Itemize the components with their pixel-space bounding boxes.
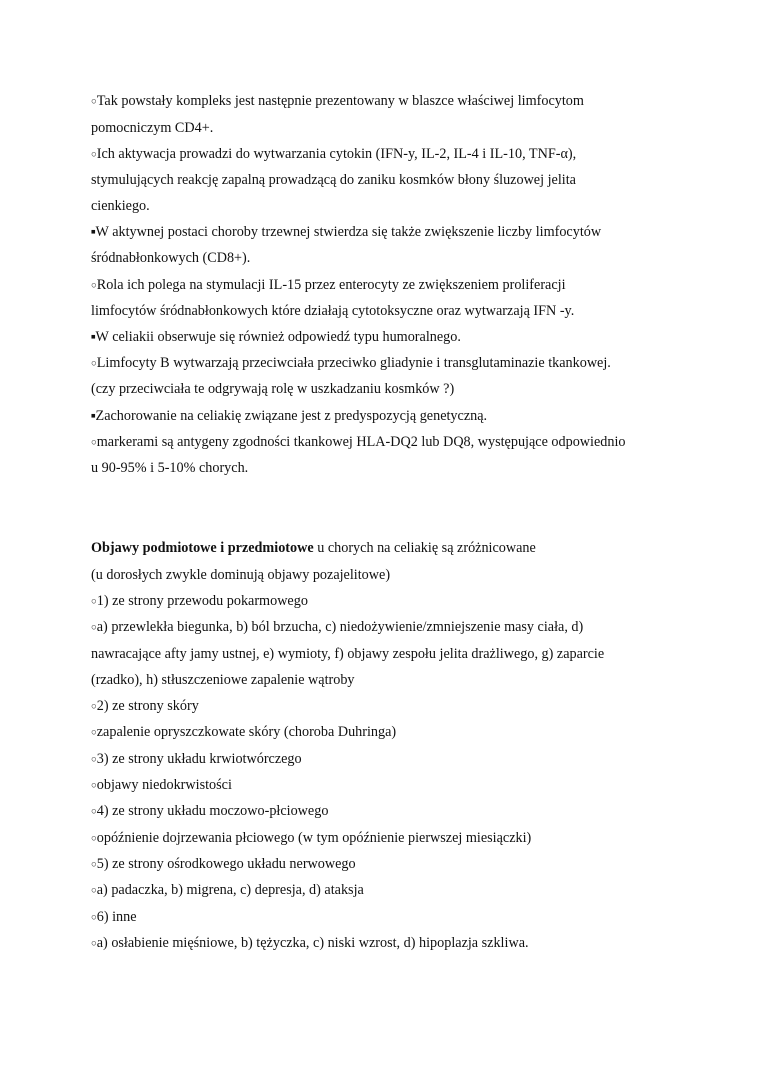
text-line [91,380,454,398]
open-bullet: ○ [91,755,97,765]
text-line [91,119,213,137]
text-line [91,197,150,215]
line-text: u 90-95% i 5-10% chorych. [91,460,249,476]
text-line [91,908,137,927]
open-bullet: ○ [91,97,97,107]
open-bullet: ○ [91,781,97,791]
heading-bold-text: Objawy podmiotowe i przedmiotowe [91,540,314,556]
line-text: stymulujących reakcję zapalną prowadzącą do zaniku kosmków błony śluzowej jelita [91,172,576,188]
line-text: 6) inne [96,909,137,925]
text-line [91,171,576,189]
line-text: W aktywnej postaci choroby trzewnej stwierdza się także zwiększenie liczby limfocytów [95,224,602,240]
line-text: markerami są antygeny zgodności tkankowej HLA-DQ2 lub DQ8, występujące odpowiednio [96,434,626,450]
open-bullet: ○ [91,834,97,844]
line-text: cienkiego. [91,198,150,214]
line-text: Zachorowanie na celiakię związane jest z predyspozycją genetyczną. [95,408,488,424]
line-text: a) przewlekła biegunka, b) ból brzucha, c) niedożywienie/zmniejszenie masy ciała, d) [96,619,584,635]
text-line [91,934,529,953]
open-bullet: ○ [91,359,97,369]
line-text: opóźnienie dojrzewania płciowego (w tym opóźnienie pierwszej miesiączki) [96,830,532,846]
line-text: W celiakii obserwuje się również odpowiedź typu humoralnego. [95,329,461,345]
text-line [91,92,584,111]
open-bullet: ○ [91,702,97,712]
text-line [91,855,356,874]
text-line [91,671,355,689]
open-bullet: ○ [91,281,97,291]
text-line [91,881,364,900]
heading-text: u chorych na celiakię są zróżnicowane [313,540,536,556]
open-bullet: ○ [91,807,97,817]
text-line [91,223,601,241]
text-line [91,750,302,769]
line-text: śródnabłonkowych (CD8+). [91,250,251,266]
square-bullet: ■ [91,332,96,341]
line-text: Ich aktywacja prowadzi do wytwarzania cytokin (IFN-y, IL-2, IL-4 i IL-10, TNF-α), [96,146,577,162]
square-bullet: ■ [91,227,96,236]
open-bullet: ○ [91,438,97,448]
text-line [91,645,604,663]
line-text: 2) ze strony skóry [96,698,199,714]
text-line [91,328,461,346]
text-line [91,829,531,848]
line-text: 4) ze strony układu moczowo-płciowego [96,803,329,819]
line-text: zapalenie opryszczkowate skóry (choroba Duhringa) [96,724,397,740]
line-text: (rzadko), h) stłuszczeniowe zapalenie wątroby [91,672,355,688]
text-line [91,145,576,164]
text-line [91,776,232,795]
line-text: objawy niedokrwistości [96,777,232,793]
line-text: 3) ze strony układu krwiotwórczego [96,751,302,767]
text-line [91,276,566,295]
line-text: pomocniczym CD4+. [91,120,214,136]
open-bullet: ○ [91,623,97,633]
line-text: (u dorosłych zwykle dominują objawy pozajelitowe) [91,567,391,583]
open-bullet: ○ [91,728,97,738]
line-text: Limfocyty B wytwarzają przeciwciała przeciwko gliadynie i transglutaminazie tkankowej. [96,355,611,371]
text-line [91,566,390,584]
open-bullet: ○ [91,860,97,870]
line-text: (czy przeciwciała te odgrywają rolę w uszkadzaniu kosmków ?) [91,381,455,397]
line-text: Rola ich polega na stymulacji IL-15 przez enterocyty ze zwiększeniem proliferacji [96,277,566,293]
open-bullet: ○ [91,913,97,923]
open-bullet: ○ [91,886,97,896]
square-bullet: ■ [91,411,96,420]
line-text: Tak powstały kompleks jest następnie prezentowany w blaszce właściwej limfocytom [96,93,584,109]
text-line [91,592,308,611]
text-line [91,723,396,742]
text-line [91,407,487,425]
line-text: a) padaczka, b) migrena, c) depresja, d) ataksja [96,882,364,898]
open-bullet: ○ [91,939,97,949]
text-line [91,459,248,477]
text-line [91,802,328,821]
text-line [91,249,250,267]
text-line [91,433,626,452]
open-bullet: ○ [91,597,97,607]
text-line [91,697,199,716]
text-line [91,618,583,637]
line-text: 1) ze strony przewodu pokarmowego [96,593,308,609]
section-heading [91,539,536,557]
open-bullet: ○ [91,150,97,160]
line-text: 5) ze strony ośrodkowego układu nerwowego [96,856,356,872]
line-text: a) osłabienie mięśniowe, b) tężyczka, c) niski wzrost, d) hipoplazja szkliwa. [96,935,529,951]
text-line [91,354,611,373]
line-text: limfocytów śródnabłonkowych które działają cytotoksyczne oraz wytwarzają IFN -y. [91,303,575,319]
line-text: nawracające afty jamy ustnej, e) wymioty, f) objawy zespołu jelita drażliwego, g) zaparcie [91,646,605,662]
text-line [91,302,574,320]
